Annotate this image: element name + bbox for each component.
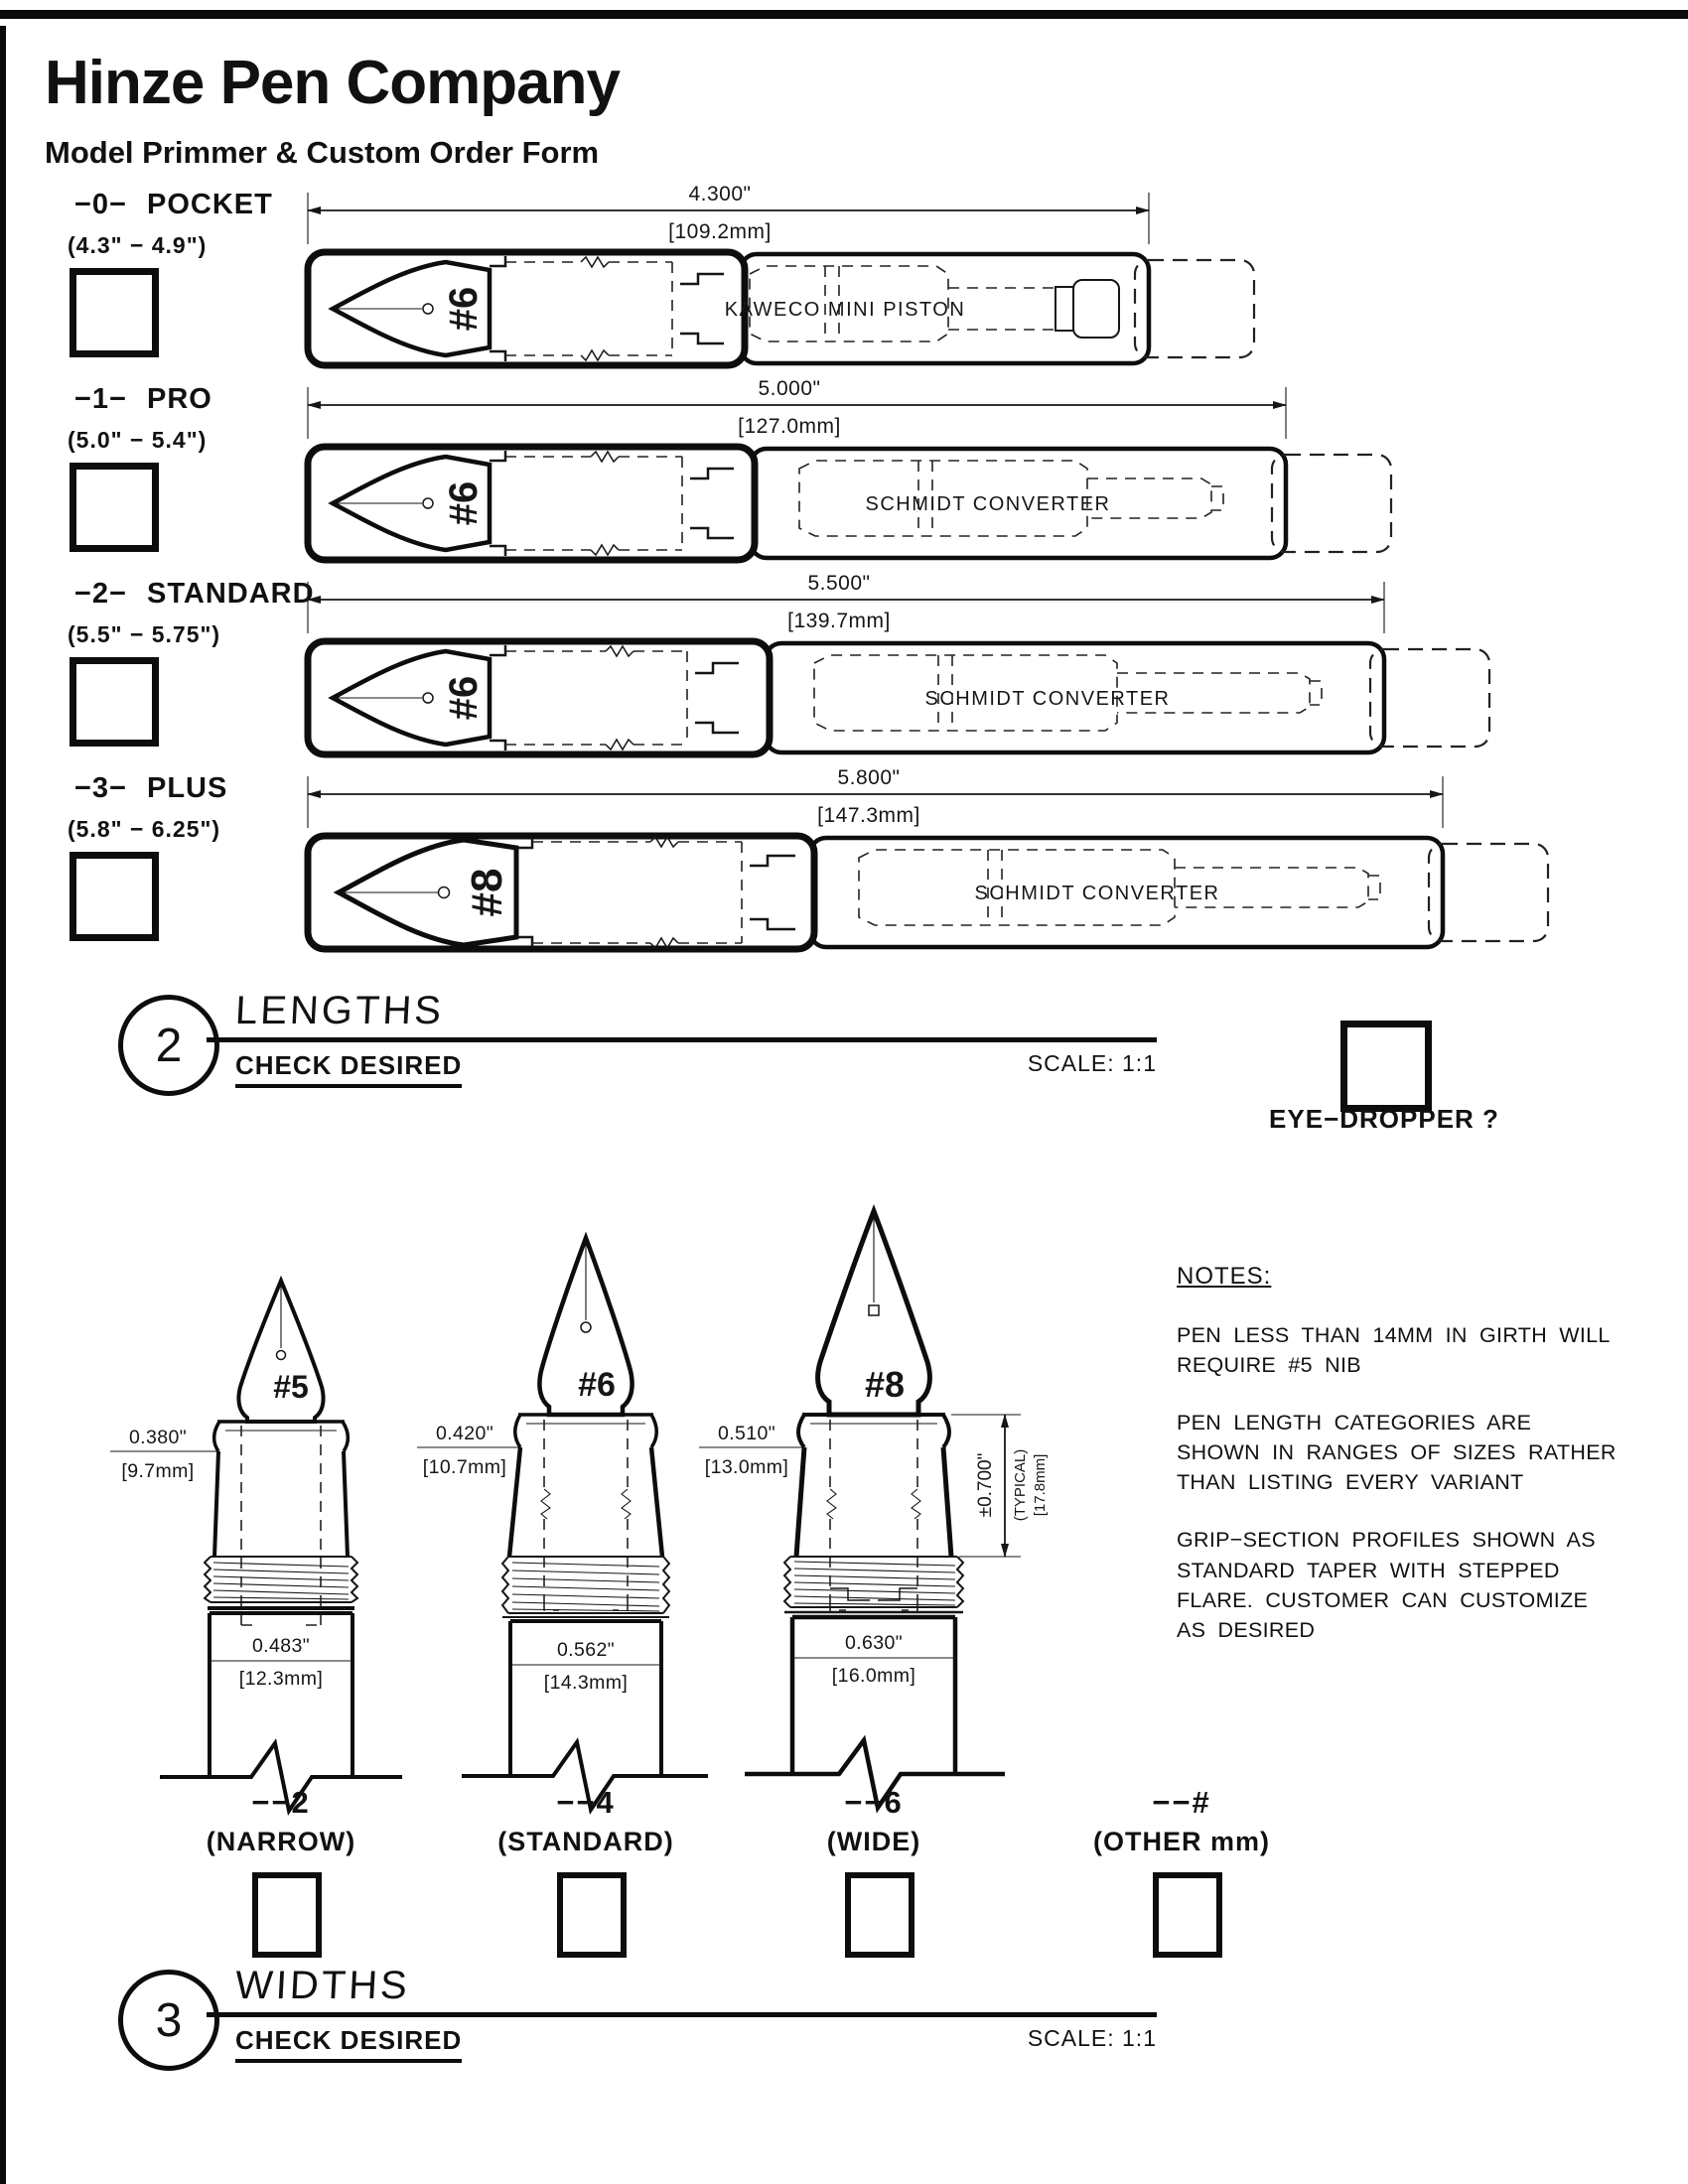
grip-section bbox=[502, 1415, 669, 1613]
pen-drawing-pro bbox=[293, 363, 1584, 572]
nib-size-label: #5 bbox=[273, 1369, 309, 1405]
width-option-standard-name: (STANDARD) bbox=[497, 1827, 674, 1856]
width-option-wide-name: (WIDE) bbox=[826, 1827, 921, 1856]
section-dim-mm: [9.7mm] bbox=[121, 1460, 195, 1482]
posted-cap-outline bbox=[1272, 455, 1391, 552]
barrel-dim-mm: [12.3mm] bbox=[238, 1668, 324, 1690]
section-number-badge-widths: 3 bbox=[118, 1970, 219, 2071]
dim-mm: [147.3mm] bbox=[817, 804, 920, 827]
grip-section bbox=[205, 1422, 357, 1625]
note-item: PEN LENGTH CATEGORIES ARE SHOWN IN RANGES OF SIZES RATHER THAN LISTING EVERY VARIANT bbox=[1177, 1411, 1617, 1495]
length-option-pro-range: (5.0" − 5.4") bbox=[68, 427, 208, 453]
length-option-plus-label: −3− PLUS bbox=[74, 772, 228, 804]
posted-cap-outline bbox=[1135, 260, 1254, 357]
scale-label-widths: SCALE: 1:1 bbox=[1027, 2025, 1157, 2051]
nib-size-label: #8 bbox=[463, 868, 511, 917]
sheet-border-left bbox=[0, 26, 6, 2184]
dim-inches: 4.300" bbox=[688, 183, 752, 205]
check-desired-label-widths: CHECK DESIRED bbox=[235, 2025, 462, 2063]
width-option-other-code: −−# bbox=[1152, 1785, 1211, 1820]
nib-size-label: #8 bbox=[864, 1364, 906, 1405]
nib bbox=[818, 1211, 930, 1415]
dim-mm: [127.0mm] bbox=[738, 415, 841, 438]
grip-section bbox=[784, 1415, 963, 1610]
checkbox-length-pocket[interactable] bbox=[70, 268, 159, 357]
section-dim-inches: 0.510" bbox=[717, 1423, 776, 1444]
barrel-dim-inches: 0.630" bbox=[844, 1632, 904, 1654]
barrel-dim-mm: [16.0mm] bbox=[831, 1665, 916, 1687]
dim-mm: [139.7mm] bbox=[787, 610, 891, 632]
barrel-dim-mm: [14.3mm] bbox=[543, 1672, 629, 1694]
barrel-dim-inches: 0.483" bbox=[251, 1635, 311, 1657]
height-dim-value: ±0.700" bbox=[975, 1452, 996, 1518]
pen-drawing-plus bbox=[293, 752, 1584, 966]
notes-heading: NOTES: bbox=[1177, 1263, 1272, 1290]
section-dim-mm: [10.7mm] bbox=[422, 1456, 507, 1478]
width-option-narrow-name: (NARROW) bbox=[206, 1827, 356, 1856]
section-number-badge-lengths: 2 bbox=[118, 995, 219, 1096]
pen-drawing-pocket bbox=[293, 169, 1584, 377]
filling-system-label: SCHMIDT CONVERTER bbox=[924, 688, 1171, 710]
checkbox-length-standard[interactable] bbox=[70, 657, 159, 747]
height-dimension bbox=[951, 1415, 1049, 1557]
section-divider-widths bbox=[207, 2012, 1157, 2017]
notes-panel bbox=[1177, 1263, 1623, 1673]
page-title: Hinze Pen Company bbox=[45, 49, 620, 117]
dim-inches: 5.000" bbox=[758, 377, 821, 400]
nib-size-label: #6 bbox=[442, 675, 486, 721]
width-option-other-name: (OTHER mm) bbox=[1093, 1827, 1270, 1856]
barrel-dim-inches: 0.562" bbox=[556, 1639, 616, 1661]
barrel bbox=[745, 1612, 1005, 1808]
section-divider-lengths bbox=[207, 1037, 1157, 1042]
checkbox-length-plus[interactable] bbox=[70, 852, 159, 941]
checkbox-width-wide[interactable] bbox=[845, 1872, 914, 1958]
checkbox-width-standard[interactable] bbox=[557, 1872, 627, 1958]
page-subtitle: Model Primmer & Custom Order Form bbox=[45, 135, 600, 170]
nib bbox=[238, 1281, 323, 1422]
width-option-narrow-code: −−2 bbox=[251, 1785, 311, 1820]
posted-cap-outline bbox=[1429, 844, 1548, 941]
length-option-pocket-label: −0− POCKET bbox=[74, 189, 273, 220]
barrel bbox=[462, 1617, 708, 1810]
nib-size-label: #6 bbox=[442, 480, 486, 526]
check-desired-label-lengths: CHECK DESIRED bbox=[235, 1050, 462, 1088]
pen-drawing-standard bbox=[293, 558, 1584, 766]
checkbox-width-other[interactable] bbox=[1153, 1872, 1222, 1958]
section-dim-mm: [13.0mm] bbox=[704, 1456, 789, 1478]
dim-inches: 5.800" bbox=[837, 766, 901, 789]
section-dim-inches: 0.380" bbox=[128, 1427, 188, 1448]
length-option-standard-range: (5.5" − 5.75") bbox=[68, 621, 221, 647]
checkbox-length-pro[interactable] bbox=[70, 463, 159, 552]
checkbox-width-narrow[interactable] bbox=[252, 1872, 322, 1958]
length-option-pocket-range: (4.3" − 4.9") bbox=[68, 232, 208, 258]
note-item: PEN LESS THAN 14MM IN GIRTH WILL REQUIRE #5 NIB bbox=[1177, 1323, 1610, 1378]
section-title-lengths: LENGTHS bbox=[233, 989, 446, 1032]
nib-size-label: #6 bbox=[578, 1366, 616, 1404]
nib-figure-8 bbox=[685, 1191, 1092, 1827]
height-dim-typical: (TYPICAL) bbox=[1012, 1448, 1029, 1522]
eyedropper-label: EYE−DROPPER ? bbox=[1269, 1104, 1499, 1134]
length-option-pro-label: −1− PRO bbox=[74, 383, 212, 415]
section-dimension bbox=[417, 1423, 520, 1478]
nib bbox=[539, 1238, 632, 1415]
section-dim-inches: 0.420" bbox=[435, 1423, 494, 1444]
scale-label-lengths: SCALE: 1:1 bbox=[1027, 1050, 1157, 1076]
height-dim-mm: [17.8mm] bbox=[1032, 1453, 1049, 1517]
nib-size-label: #6 bbox=[442, 286, 486, 332]
width-option-standard-code: −−4 bbox=[556, 1785, 616, 1820]
filling-system-label: KAWECO MINI PISTON bbox=[724, 299, 966, 321]
dim-inches: 5.500" bbox=[807, 572, 871, 595]
length-option-standard-label: −2− STANDARD bbox=[74, 578, 315, 610]
length-option-plus-range: (5.8" − 6.25") bbox=[68, 816, 221, 842]
barrel bbox=[160, 1608, 402, 1811]
filling-system-label: SCHMIDT CONVERTER bbox=[865, 493, 1111, 515]
section-title-widths: WIDTHS bbox=[233, 1964, 411, 2007]
posted-cap-outline bbox=[1370, 649, 1489, 747]
dim-mm: [109.2mm] bbox=[668, 220, 772, 243]
nib-figure-5 bbox=[102, 1191, 460, 1827]
section-dimension bbox=[110, 1427, 218, 1482]
filling-system-label: SCHMIDT CONVERTER bbox=[974, 883, 1220, 904]
note-item: GRIP−SECTION PROFILES SHOWN AS STANDARD TAPER WITH STEPPED FLARE. CUSTOMER CAN CUSTOMIZE AS DESIRED bbox=[1177, 1528, 1596, 1642]
sheet-border-top bbox=[0, 10, 1688, 19]
section-dimension bbox=[699, 1423, 804, 1478]
width-option-wide-code: −−6 bbox=[844, 1785, 904, 1820]
checkbox-eyedropper[interactable] bbox=[1340, 1021, 1432, 1112]
